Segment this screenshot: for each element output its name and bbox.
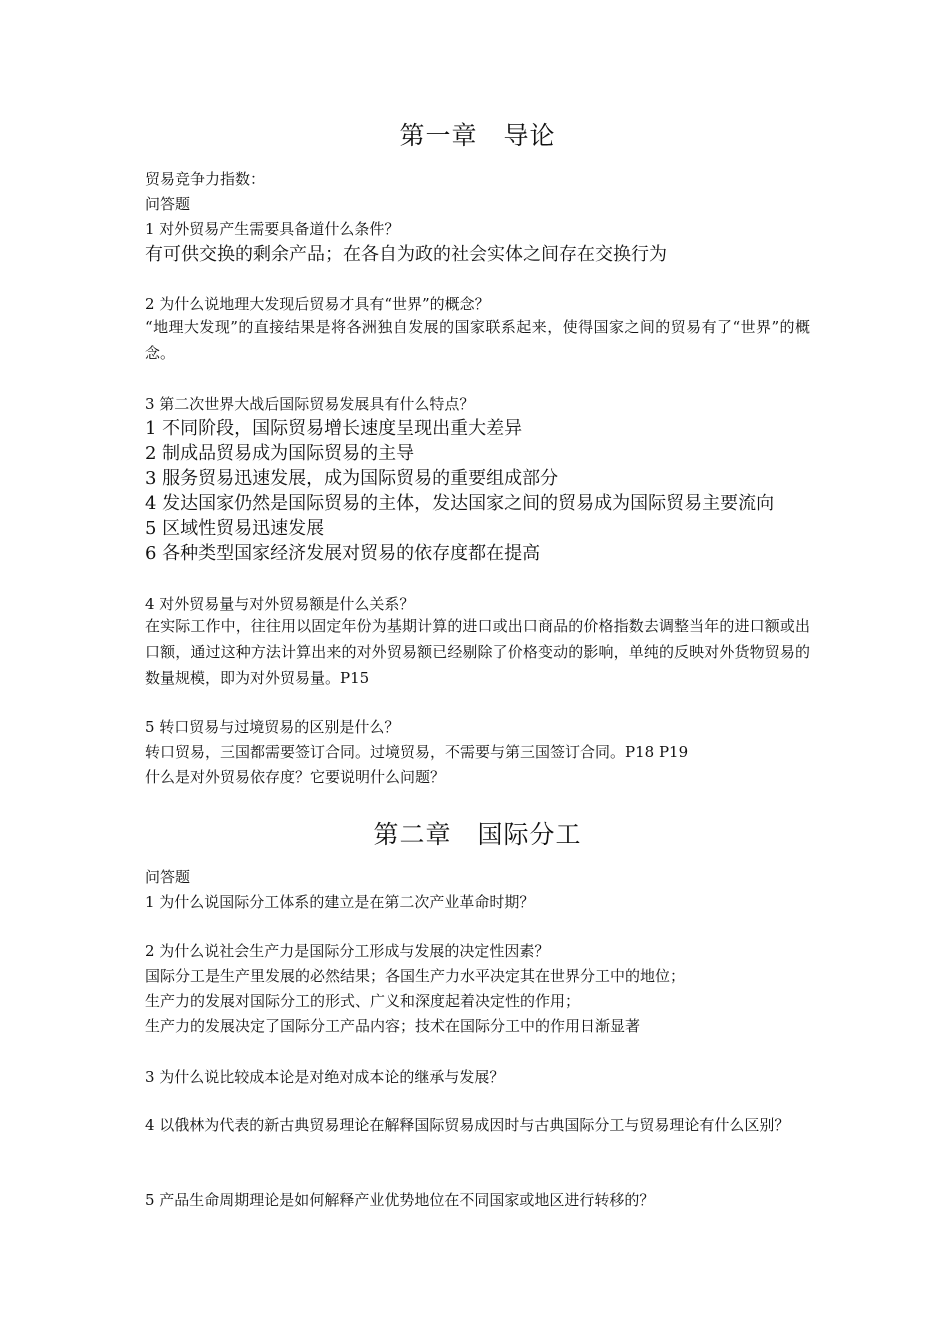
question-1: 1 对外贸易产生需要具备道什么条件？: [145, 220, 400, 238]
chapter1-title: 第一章 导论: [399, 121, 556, 150]
answer-5: 转口贸易，三国都需要签订合同。过境贸易，不需要与第三国签订合同。P18 P19: [145, 743, 689, 761]
answer-3-item: 6 各种类型国家经济发展对贸易的依存度都在提高: [145, 543, 541, 564]
answer-3-item: 5 区域性贸易迅速发展: [145, 518, 325, 539]
question-6: 什么是对外贸易依存度？它要说明什么问题？: [145, 768, 446, 786]
qa-label: 问答题: [145, 195, 191, 213]
question-4: 4 以俄林为代表的新古典贸易理论在解释国际贸易成因时与古典国际分工与贸易理论有什么区别？: [145, 1116, 790, 1134]
chapter2-title: 第二章 国际分工: [373, 820, 582, 849]
question-5: 5 转口贸易与过境贸易的区别是什么？: [145, 718, 400, 736]
answer-2-line: 生产力的发展对国际分工的形式、广义和深度起着决定性的作用；: [145, 992, 581, 1010]
answer-2: “地理大发现”的直接结果是将各洲独自发展的国家联系起来，使得国家之间的贸易有了“世界”的概念。: [145, 318, 810, 362]
term-trade-competitiveness-index: 贸易竞争力指数：: [145, 170, 266, 188]
question-3: 3 第二次世界大战后国际贸易发展具有什么特点？: [145, 395, 475, 413]
answer-3-item: 4 发达国家仍然是国际贸易的主体，发达国家之间的贸易成为国际贸易主要流向: [145, 493, 775, 514]
question-4: 4 对外贸易量与对外贸易额是什么关系？: [145, 595, 415, 613]
answer-3-item: 2 制成品贸易成为国际贸易的主导: [145, 443, 415, 464]
question-2: 2 为什么说社会生产力是国际分工形成与发展的决定性因素？: [145, 942, 550, 960]
question-2: 2 为什么说地理大发现后贸易才具有“世界”的概念？: [145, 295, 490, 313]
question-3: 3 为什么说比较成本论是对绝对成本论的继承与发展？: [145, 1068, 505, 1086]
answer-2-line: 生产力的发展决定了国际分工产品内容；技术在国际分工中的作用日渐显著: [145, 1017, 641, 1035]
question-5: 5 产品生命周期理论是如何解释产业优势地位在不同国家或地区进行转移的？: [145, 1191, 655, 1209]
qa-label: 问答题: [145, 868, 191, 886]
answer-1: 有可供交换的剩余产品；在各自为政的社会实体之间存在交换行为: [145, 244, 667, 265]
answer-2-line: 国际分工是生产里发展的必然结果；各国生产力水平决定其在世界分工中的地位；: [145, 967, 686, 985]
answer-4: 在实际工作中，往往用以固定年份为基期计算的进口或出口商品的价格指数去调整当年的进口额或出口额，通过这种方法计算出来的对外贸易额已经剔除了价格变动的影响，单纯的反映对外货物贸易的数量规模，即为对外贸易量。P15: [145, 617, 810, 687]
question-1: 1 为什么说国际分工体系的建立是在第二次产业革命时期？: [145, 893, 535, 911]
answer-3-item: 1 不同阶段，国际贸易增长速度呈现出重大差异: [145, 418, 523, 439]
answer-3-item: 3 服务贸易迅速发展，成为国际贸易的重要组成部分: [145, 468, 559, 489]
